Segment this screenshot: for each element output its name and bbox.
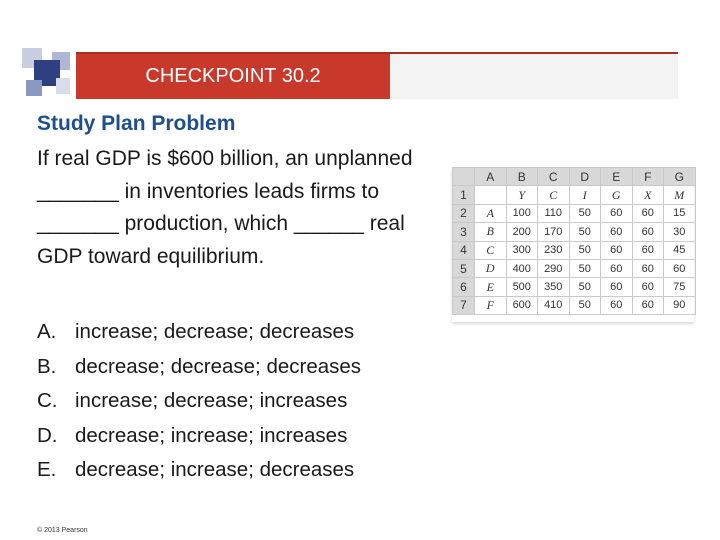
table-cell: 500 bbox=[506, 278, 538, 296]
table-cell: M bbox=[664, 186, 696, 204]
table-cell: 15 bbox=[664, 204, 696, 222]
option-text: increase; decrease; decreases bbox=[75, 320, 355, 343]
column-header: C bbox=[538, 168, 570, 186]
table-cell: 400 bbox=[506, 259, 538, 277]
row-header: 7 bbox=[453, 296, 475, 314]
table-cell: Y bbox=[506, 186, 538, 204]
table-cell: 60 bbox=[632, 278, 664, 296]
row-header: 1 bbox=[453, 186, 475, 204]
option-letter: E. bbox=[37, 458, 57, 482]
table-cell: 45 bbox=[664, 241, 696, 259]
gdp-spreadsheet bbox=[452, 167, 696, 315]
table-cell: 60 bbox=[601, 278, 633, 296]
table-cell: F bbox=[475, 296, 507, 314]
table-cell: 50 bbox=[569, 223, 601, 241]
table-row bbox=[453, 186, 696, 204]
table-cell: 60 bbox=[632, 223, 664, 241]
table-cell: 290 bbox=[538, 259, 570, 277]
copyright-notice: © 2013 Pearson bbox=[37, 527, 88, 534]
table-row bbox=[453, 223, 696, 241]
table-row bbox=[453, 278, 696, 296]
option-text: decrease; decrease; decreases bbox=[75, 354, 362, 378]
option-text: decrease; increase; increases bbox=[75, 423, 348, 447]
option-letter: A. bbox=[37, 320, 57, 343]
table-cell: 60 bbox=[601, 296, 633, 314]
table-cell: 60 bbox=[632, 241, 664, 259]
table-cell: 410 bbox=[538, 296, 570, 314]
table-cell: 100 bbox=[506, 204, 538, 222]
row-header: 3 bbox=[453, 223, 475, 241]
table-cell: 90 bbox=[664, 296, 696, 314]
table-cell: 50 bbox=[569, 241, 601, 259]
table-row bbox=[453, 296, 696, 314]
answer-option[interactable] bbox=[37, 453, 457, 488]
row-header: 6 bbox=[453, 278, 475, 296]
table-cell: 300 bbox=[506, 241, 538, 259]
column-header-row bbox=[453, 168, 696, 186]
option-letter: B. bbox=[37, 354, 57, 378]
table-cell: E bbox=[475, 278, 507, 296]
table-cell: I bbox=[569, 186, 601, 204]
option-text: decrease; increase; decreases bbox=[75, 458, 355, 482]
table-cell: 60 bbox=[632, 259, 664, 277]
row-header: 4 bbox=[453, 241, 475, 259]
table-row bbox=[453, 204, 696, 222]
slide-title: CHECKPOINT 30.2 bbox=[145, 64, 321, 87]
table-cell: 60 bbox=[601, 223, 633, 241]
table-cell: C bbox=[538, 186, 570, 204]
table-cell: 75 bbox=[664, 278, 696, 296]
table-cell: 60 bbox=[601, 204, 633, 222]
table-cell: 200 bbox=[506, 223, 538, 241]
logo-square bbox=[56, 78, 70, 94]
column-header: F bbox=[632, 168, 664, 186]
table-cell: 50 bbox=[569, 278, 601, 296]
table-cell: 60 bbox=[601, 259, 633, 277]
table-cell: 60 bbox=[601, 241, 633, 259]
column-header: A bbox=[475, 168, 507, 186]
pearson-logo bbox=[22, 48, 74, 98]
table-cell: 60 bbox=[632, 204, 664, 222]
table-cell: 50 bbox=[569, 296, 601, 314]
column-header: G bbox=[664, 168, 696, 186]
logo-square bbox=[26, 80, 42, 96]
table-row bbox=[453, 241, 696, 259]
table-cell: B bbox=[475, 223, 507, 241]
table-cell: C bbox=[475, 241, 507, 259]
table-cell: 60 bbox=[632, 296, 664, 314]
answer-option[interactable] bbox=[37, 315, 457, 350]
answer-option[interactable] bbox=[37, 350, 457, 385]
table-cell: X bbox=[632, 186, 664, 204]
option-text: increase; decrease; increases bbox=[75, 389, 348, 413]
table-cell: A bbox=[475, 204, 507, 222]
table-cell: G bbox=[601, 186, 633, 204]
table-row bbox=[453, 259, 696, 277]
table-cell: 600 bbox=[506, 296, 538, 314]
table-cell: 350 bbox=[538, 278, 570, 296]
table-cell: D bbox=[475, 259, 507, 277]
answer-options bbox=[37, 315, 457, 488]
row-header: 5 bbox=[453, 259, 475, 277]
table-cell: 50 bbox=[569, 204, 601, 222]
column-header: B bbox=[506, 168, 538, 186]
table-cell: 230 bbox=[538, 241, 570, 259]
table-cell: 50 bbox=[569, 259, 601, 277]
answer-option[interactable] bbox=[37, 419, 457, 454]
table-cell bbox=[475, 186, 507, 204]
table-cell: 170 bbox=[538, 223, 570, 241]
header-band-right bbox=[390, 53, 678, 99]
option-letter: C. bbox=[37, 389, 58, 413]
row-header: 2 bbox=[453, 204, 475, 222]
study-plan-heading: Study Plan Problem bbox=[37, 112, 236, 135]
question-text: If real GDP is $600 billion, an unplanned _______ in inventories leads firms to _______ production, which ______ real GDP toward equilibrium. bbox=[37, 147, 413, 268]
column-header: E bbox=[601, 168, 633, 186]
table-cell: 110 bbox=[538, 204, 570, 222]
corner-cell bbox=[453, 168, 475, 186]
table-cell: 30 bbox=[664, 223, 696, 241]
answer-option[interactable] bbox=[37, 384, 457, 419]
column-header: D bbox=[569, 168, 601, 186]
table-cell: 60 bbox=[664, 259, 696, 277]
option-letter: D. bbox=[37, 423, 58, 447]
